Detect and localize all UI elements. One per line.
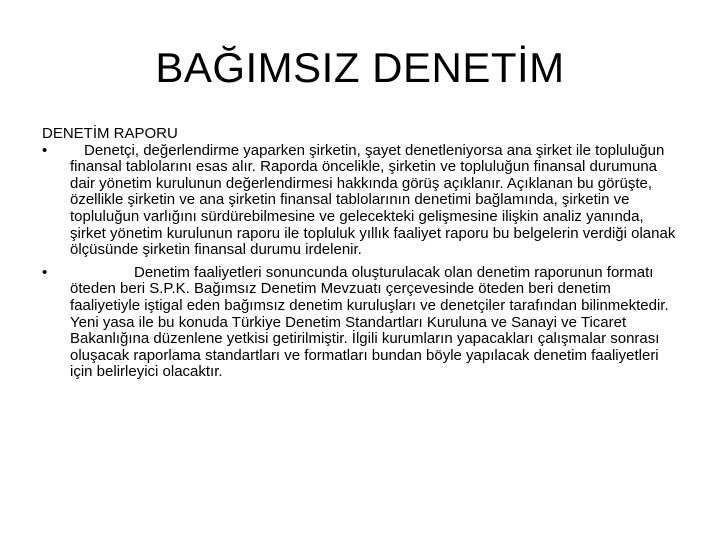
section-heading: DENETİM RAPORU [42, 125, 178, 142]
bullet-text: Denetim faaliyetleri sonuncunda oluşturulacak olan denetim raporunun formatı öteden beri S.P.K. Bağımsız Denetim Mevzuatı çerçevesinde öteden beri denetim faaliyetiyle iştigal eden bağımsız denetim kuruluşları ve denetçiler tarafından bilinmektedir. Yeni yasa ile bu konuda Türkiye Denetim Standartları Kuruluna ve Sanayi ve Ticaret Bakanlığına düzenlene yetkisi getirilmiştir. İlgili kurumların yapacakları çalışmalar sonrası oluşacak raporlama standartları ve formatları bundan böyle yapılacak denetim faaliyetleri için belirleyici olacaktır. [70, 263, 669, 381]
bullet-text: Denetçi, değerlendirme yaparken şirketin, şayet denetleniyorsa ana şirket ile topluluğun finansal tablolarını esas alır. Raporda öncelikle, şirketin ve topluluğun finansal durumuna dair yönetim kurulunun değerlendirmesi hakkında görüş açıklanır. Açıklanan bu görüşte, özellikle şirketin ve ana şirketin finansal tablolarının denetimi bağlamında, şirketin ve topluluğun varlığını sürdürebilmesine ve gelecekteki gelişmesine ilişkin analiz yanında, şirket yönetim kurulunun raporu ile topluluk yıllık faaliyet raporu bu belgelerin verdiği olanak ölçüsünde şirketin finansal durumu irdelenir. [70, 141, 676, 259]
slide-title: BAĞIMSIZ DENETİM [155, 44, 565, 91]
bullet-list [42, 143, 682, 381]
bullet-icon: • [42, 263, 48, 281]
bullet-item [42, 265, 682, 381]
slide-content [42, 126, 682, 387]
bullet-item [42, 143, 682, 259]
bullet-icon: • [42, 141, 48, 159]
